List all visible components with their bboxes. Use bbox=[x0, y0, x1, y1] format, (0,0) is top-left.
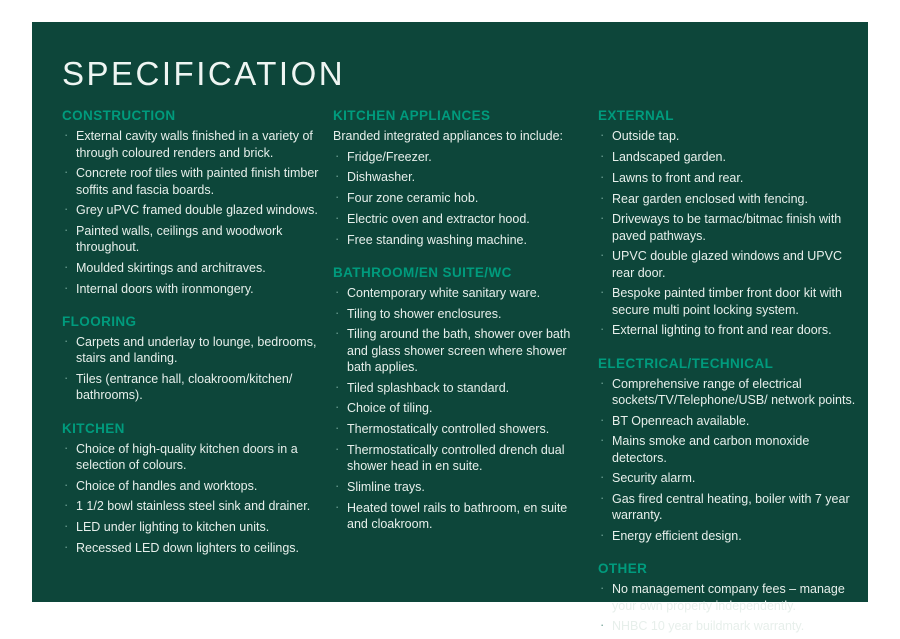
section-heading: ELECTRICAL/TECHNICAL bbox=[598, 355, 774, 371]
list-item-text: Tiles (entrance hall, cloakroom/kitchen/ bathrooms). bbox=[76, 372, 293, 403]
list-item bbox=[62, 478, 320, 494]
list-item bbox=[598, 618, 864, 634]
item-list bbox=[62, 441, 320, 557]
list-item bbox=[598, 248, 864, 281]
list-item bbox=[333, 400, 585, 416]
bullet-icon: · bbox=[64, 518, 69, 534]
list-item bbox=[333, 190, 585, 206]
list-item bbox=[333, 500, 585, 533]
list-item bbox=[333, 211, 585, 227]
column-2 bbox=[333, 108, 585, 536]
section-heading: OTHER bbox=[598, 561, 648, 577]
list-item-text: Rear garden enclosed with fencing. bbox=[612, 191, 808, 206]
list-item-text: Dishwasher. bbox=[347, 170, 416, 185]
section-bathroom-en-suite-wc bbox=[333, 265, 585, 532]
list-item bbox=[598, 128, 864, 144]
bullet-icon: · bbox=[64, 127, 69, 143]
bullet-icon: · bbox=[600, 210, 605, 226]
bullet-icon: · bbox=[64, 476, 69, 492]
section-external bbox=[598, 108, 864, 338]
list-item-text: Lawns to front and rear. bbox=[612, 170, 744, 185]
list-item-text: Heated towel rails to bathroom, en suite and cloakroom. bbox=[347, 500, 568, 531]
bullet-icon: · bbox=[64, 333, 69, 349]
list-item bbox=[598, 470, 864, 486]
list-item-text: Thermostatically controlled drench dual shower head in en suite. bbox=[347, 442, 565, 474]
list-item-text: Concrete roof tiles with painted finish timber soffits and fascia boards. bbox=[76, 166, 319, 197]
list-item bbox=[598, 491, 864, 524]
list-item-text: External cavity walls finished in a variety of through coloured renders and brick. bbox=[76, 129, 313, 160]
section-intro: Branded integrated appliances to include: bbox=[333, 129, 564, 144]
bullet-icon: · bbox=[64, 259, 69, 275]
list-item bbox=[333, 380, 585, 396]
item-list bbox=[598, 376, 864, 545]
bullet-icon: · bbox=[335, 399, 340, 415]
bullet-icon: · bbox=[64, 279, 69, 295]
list-item-text: Tiled splashback to standard. bbox=[347, 380, 510, 395]
section-heading: EXTERNAL bbox=[598, 108, 674, 124]
item-list bbox=[333, 149, 585, 248]
list-item-text: Gas fired central heating, boiler with 7 year warranty. bbox=[612, 492, 850, 523]
list-item-text: Thermostatically controlled showers. bbox=[347, 422, 550, 437]
list-item bbox=[333, 149, 585, 165]
list-item-text: External lighting to front and rear doors. bbox=[612, 323, 832, 338]
list-item-text: Grey uPVC framed double glazed windows. bbox=[76, 203, 318, 218]
list-item-text: Choice of high-quality kitchen doors in a selection of colours. bbox=[76, 441, 298, 472]
section-heading: CONSTRUCTION bbox=[62, 108, 176, 124]
list-item bbox=[598, 528, 864, 544]
bullet-icon: · bbox=[64, 370, 69, 386]
spec-columns bbox=[62, 108, 856, 639]
list-item bbox=[598, 211, 864, 244]
list-item-text: Energy efficient design. bbox=[612, 529, 742, 544]
section-electrical-technical bbox=[598, 356, 864, 545]
list-item bbox=[598, 285, 864, 318]
bullet-icon: · bbox=[64, 439, 69, 455]
list-item-text: UPVC double glazed windows and UPVC rear door. bbox=[612, 249, 842, 280]
list-item bbox=[598, 413, 864, 429]
bullet-icon: · bbox=[335, 477, 340, 493]
list-item bbox=[598, 433, 864, 466]
section-kitchen-appliances bbox=[333, 108, 585, 248]
list-item bbox=[62, 334, 320, 367]
list-item bbox=[62, 260, 320, 276]
item-list bbox=[598, 581, 864, 634]
bullet-icon: · bbox=[600, 168, 605, 184]
list-item-text: Security alarm. bbox=[612, 471, 696, 486]
list-item-text: Carpets and underlay to lounge, bedrooms, stairs and landing. bbox=[76, 335, 317, 366]
list-item-text: Comprehensive range of electrical sockets/TV/Telephone/USB/ network points. bbox=[612, 376, 856, 407]
bullet-icon: · bbox=[64, 201, 69, 217]
list-item bbox=[333, 285, 585, 301]
bullet-icon: · bbox=[335, 498, 340, 514]
bullet-icon: · bbox=[335, 440, 340, 456]
column-3 bbox=[598, 108, 864, 639]
specification-panel bbox=[32, 22, 868, 634]
bullet-icon: · bbox=[335, 209, 340, 225]
section-heading: KITCHEN bbox=[62, 420, 125, 436]
list-item-text: Four zone ceramic hob. bbox=[347, 191, 479, 206]
list-item bbox=[598, 322, 864, 338]
bullet-icon: · bbox=[335, 304, 340, 320]
bullet-icon: · bbox=[335, 283, 340, 299]
bullet-icon: · bbox=[600, 490, 605, 506]
section-construction bbox=[62, 108, 320, 297]
list-item bbox=[598, 149, 864, 165]
item-list bbox=[62, 128, 320, 297]
list-item bbox=[598, 581, 864, 614]
item-list bbox=[62, 334, 320, 404]
list-item-text: Moulded skirtings and architraves. bbox=[76, 261, 266, 276]
list-item bbox=[62, 540, 320, 556]
page-title: SPECIFICATION bbox=[62, 55, 346, 92]
list-item-text: Slimline trays. bbox=[347, 479, 425, 494]
list-item-text: Choice of handles and worktops. bbox=[76, 478, 258, 493]
bullet-icon: · bbox=[64, 497, 69, 513]
bullet-icon: · bbox=[600, 411, 605, 427]
bullet-icon: · bbox=[64, 222, 69, 238]
bullet-icon: · bbox=[335, 325, 340, 341]
bullet-icon: · bbox=[600, 432, 605, 448]
list-item bbox=[333, 442, 585, 475]
section-heading: BATHROOM/EN SUITE/WC bbox=[333, 264, 512, 280]
list-item-text: Landscaped garden. bbox=[612, 150, 726, 165]
bullet-icon: · bbox=[600, 321, 605, 337]
list-item-text: Recessed LED down lighters to ceilings. bbox=[76, 540, 300, 555]
list-item-text: LED under lighting to kitchen units. bbox=[76, 520, 270, 535]
list-item bbox=[333, 232, 585, 248]
list-item-text: Tiling to shower enclosures. bbox=[347, 306, 502, 321]
list-item-text: Electric oven and extractor hood. bbox=[347, 211, 530, 226]
list-item-text: Painted walls, ceilings and woodwork throughout. bbox=[76, 224, 283, 255]
section-kitchen bbox=[62, 421, 320, 557]
list-item-text: Contemporary white sanitary ware. bbox=[347, 285, 541, 300]
list-item-text: No management company fees – manage your own property independently. bbox=[612, 582, 845, 613]
list-item bbox=[333, 479, 585, 495]
list-item bbox=[62, 165, 320, 198]
bullet-icon: · bbox=[335, 230, 340, 246]
section-flooring bbox=[62, 314, 320, 404]
bullet-icon: · bbox=[335, 168, 340, 184]
item-list bbox=[598, 128, 864, 338]
bullet-icon: · bbox=[600, 469, 605, 485]
bullet-icon: · bbox=[600, 189, 605, 205]
bullet-icon: · bbox=[600, 527, 605, 543]
list-item bbox=[62, 202, 320, 218]
bullet-icon: · bbox=[335, 420, 340, 436]
bullet-icon: · bbox=[64, 164, 69, 180]
list-item-text: 1 1/2 bowl stainless steel sink and drainer. bbox=[76, 499, 311, 514]
bullet-icon: · bbox=[335, 378, 340, 394]
list-item-text: NHBC 10 year buildmark warranty. bbox=[612, 619, 805, 634]
list-item bbox=[598, 170, 864, 186]
list-item bbox=[333, 326, 585, 375]
bullet-icon: · bbox=[600, 284, 605, 300]
list-item-text: Tiling around the bath, shower over bath and glass shower screen where shower bath applies. bbox=[347, 327, 571, 374]
list-item bbox=[62, 498, 320, 514]
bullet-icon: · bbox=[600, 374, 605, 390]
bullet-icon: · bbox=[600, 247, 605, 263]
bullet-icon: · bbox=[64, 538, 69, 554]
list-item-text: Mains smoke and carbon monoxide detectors. bbox=[612, 434, 810, 465]
list-item bbox=[62, 441, 320, 474]
list-item bbox=[62, 281, 320, 297]
section-other bbox=[598, 561, 864, 634]
column-1 bbox=[62, 108, 320, 560]
list-item bbox=[62, 519, 320, 535]
list-item bbox=[333, 306, 585, 322]
list-item-text: Bespoke painted timber front door kit with secure multi point locking system. bbox=[612, 286, 842, 317]
list-item bbox=[333, 421, 585, 437]
list-item-text: BT Openreach available. bbox=[612, 413, 750, 428]
list-item-text: Driveways to be tarmac/bitmac finish with paved pathways. bbox=[612, 212, 842, 243]
list-item-text: Internal doors with ironmongery. bbox=[76, 281, 254, 296]
list-item bbox=[62, 371, 320, 404]
section-heading: FLOORING bbox=[62, 314, 137, 330]
bullet-icon: · bbox=[600, 148, 605, 164]
list-item-text: Free standing washing machine. bbox=[347, 232, 527, 247]
list-item bbox=[598, 376, 864, 409]
list-item bbox=[598, 191, 864, 207]
bullet-icon: · bbox=[335, 147, 340, 163]
list-item bbox=[62, 128, 320, 161]
list-item bbox=[62, 223, 320, 256]
section-heading: KITCHEN APPLIANCES bbox=[333, 108, 491, 124]
bullet-icon: · bbox=[600, 580, 605, 596]
item-list bbox=[333, 285, 585, 532]
list-item-text: Choice of tiling. bbox=[347, 401, 433, 416]
list-item-text: Outside tap. bbox=[612, 129, 680, 144]
bullet-icon: · bbox=[600, 617, 605, 633]
list-item-text: Fridge/Freezer. bbox=[347, 149, 432, 164]
list-item bbox=[333, 169, 585, 185]
bullet-icon: · bbox=[600, 127, 605, 143]
bullet-icon: · bbox=[335, 189, 340, 205]
